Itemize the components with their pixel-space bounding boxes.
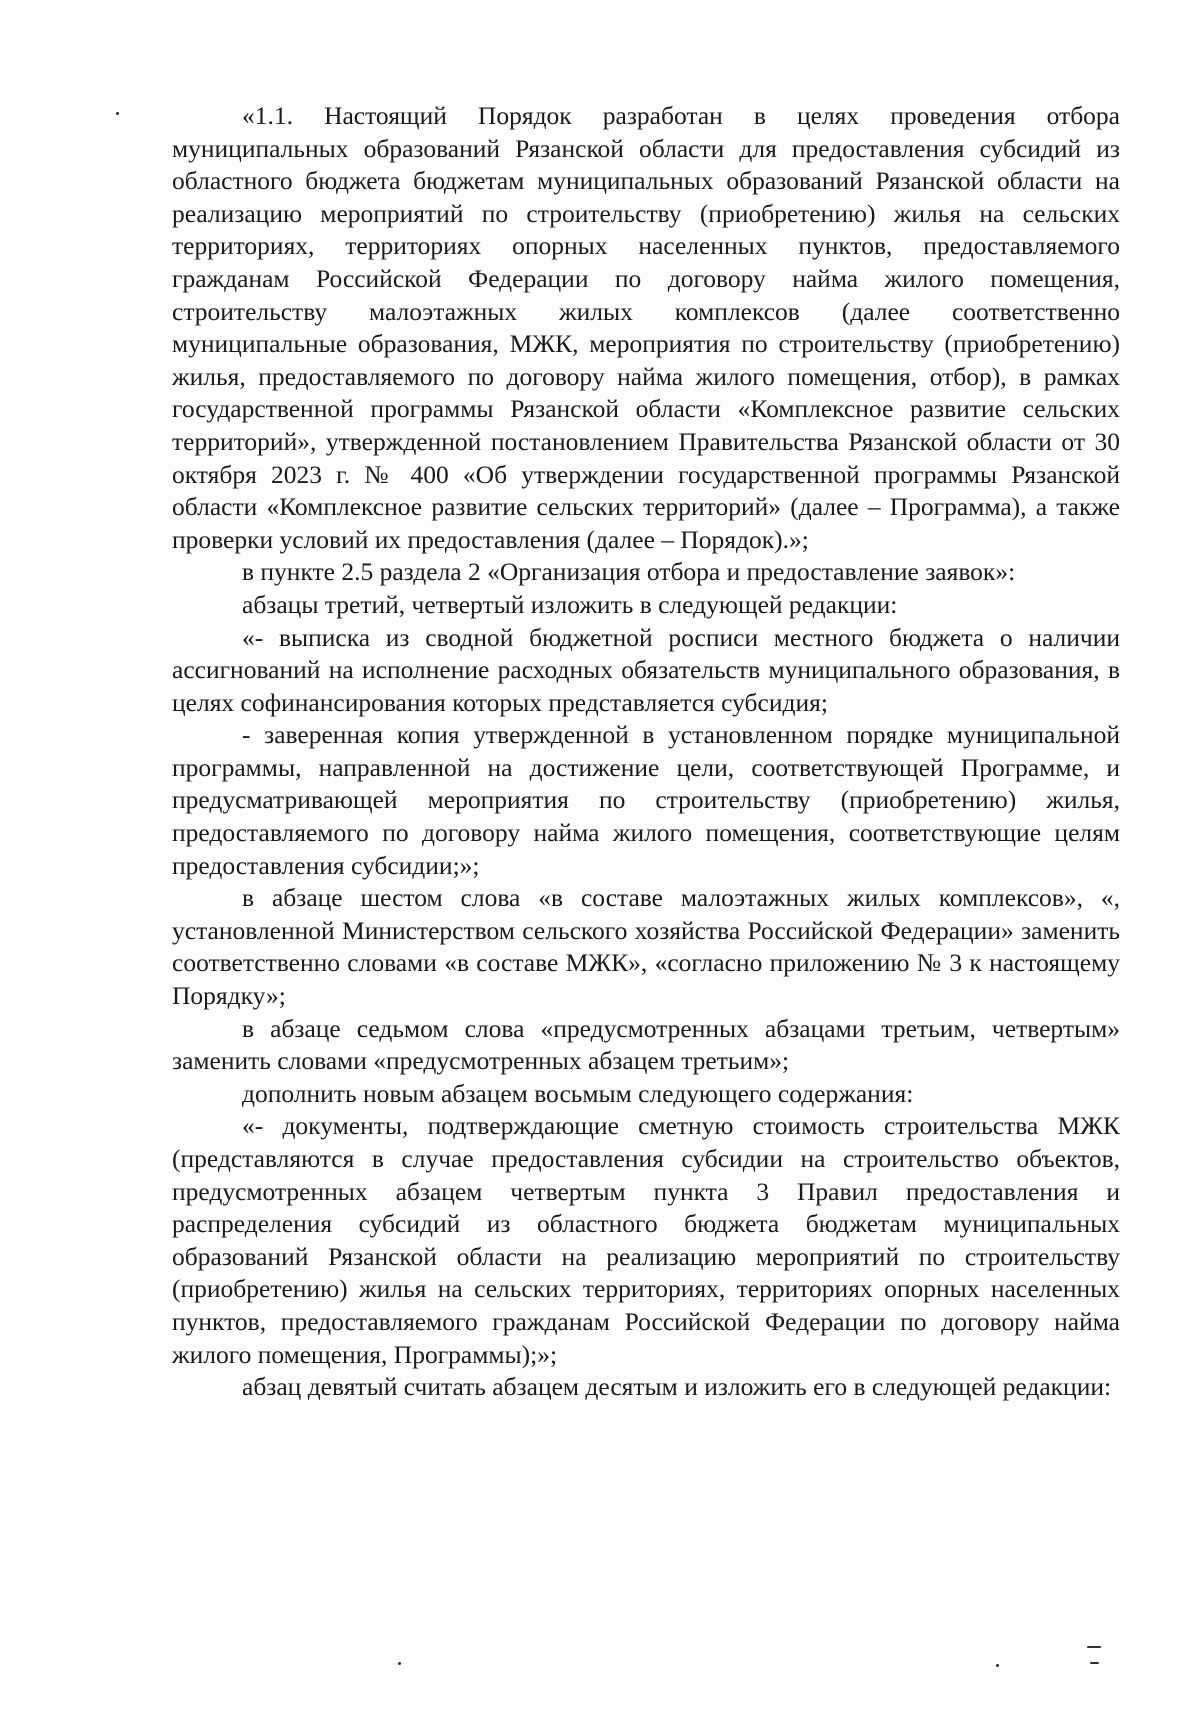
scan-speck bbox=[1087, 1646, 1101, 1648]
scan-speck bbox=[398, 1662, 401, 1665]
paragraph-vypiska: «- выписка из сводной бюджетной росписи местного бюджета о наличии ассигнований на исполнение расходных обязательств муниципального образования, в целях софинансирования которых представляется субсидия; bbox=[172, 622, 1120, 717]
document-body bbox=[172, 100, 1120, 1404]
paragraph-point-2-5: в пункте 2.5 раздела 2 «Организация отбора и предоставление заявок»: bbox=[242, 557, 1016, 587]
scan-speck bbox=[116, 112, 119, 115]
paragraph-dokumenty-mzhk: «- документы, подтверждающие сметную стоимость строительства МЖК (представляются в случае предоставления субсидии на строительство объектов, предусмотренных абзацем четвертым пункта 3 Правил предоставления и распределения субсидий из областного бюджета бюджетам муниципальных образований Рязанской области на реализацию мероприятий по строительству (приобретению) жилья на сельских территориях, территориях опорных населенных пунктов, предоставляемого гражданам Российской Федерации по договору найма жилого помещения, Программы);»; bbox=[172, 1111, 1120, 1369]
paragraph-dopolnit-8: дополнить новым абзацем восьмым следующего содержания: bbox=[242, 1078, 914, 1108]
paragraph-abzacy-3-4: абзацы третий, четвертый изложить в следующей редакции: bbox=[242, 589, 898, 619]
paragraph-1-1: «1.1. Настоящий Порядок разработан в целях проведения отбора муниципальных образований Рязанской области для предоставления субсидий из областного бюджета бюджетам муниципальных образований Рязанской области на реализацию мероприятий по строительству (приобретению) жилья на сельских территориях, территориях опорных населенных пунктов, предоставляемого гражданам Российской Федерации по договору найма жилого помещения, строительству малоэтажных жилых комплексов (далее соответственно муниципальные образования, МЖК, мероприятия по строительству (приобретению) жилья, предоставляемого по договору найма жилого помещения, отбор), в рамках государственной программы Рязанской области «Комплексное развитие сельских территорий», утвержденной постановлением Правительства Рязанской области от 30 октября 2023 г. № 400 «Об утверждении государственной программы Рязанской области «Комплексное развитие сельских территорий» (далее – Программа), а также проверки условий их предоставления (далее – Порядок).»; bbox=[172, 101, 1120, 554]
scan-speck bbox=[996, 1664, 999, 1667]
paragraph-abzac-6: в абзаце шестом слова «в составе малоэтажных жилых комплексов», «, установленной Министерством сельского хозяйства Российской Федерации» заменить соответственно словами «в составе МЖК», «согласно приложению № 3 к настоящему Порядку»; bbox=[172, 883, 1120, 1011]
paragraph-kopiya-programmy: - заверенная копия утвержденной в установленном порядке муниципальной программы, направленной на достижение цели, соответствующей Программе, и предусматривающей мероприятия по строительству (приобретению) жилья, предоставляемого по договору найма жилого помещения, соответствующие целям предоставления субсидии;»; bbox=[172, 720, 1120, 880]
paragraph-abzac-9: абзац девятый считать абзацем десятым и изложить его в следующей редакции: bbox=[242, 1372, 1112, 1402]
paragraph-abzac-7: в абзаце седьмом слова «предусмотренных абзацами третьим, четвертым» заменить словами «предусмотренных абзацем третьим»; bbox=[172, 1013, 1120, 1076]
scan-speck bbox=[1090, 1662, 1099, 1664]
